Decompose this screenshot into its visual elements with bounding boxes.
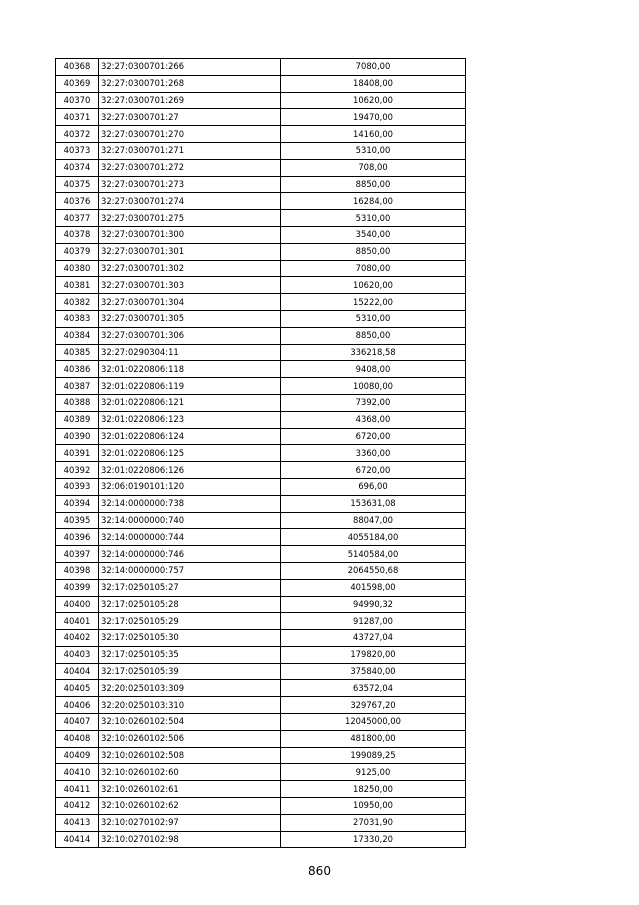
row-number-cell: 40373 (56, 142, 99, 159)
row-number-cell: 40374 (56, 159, 99, 176)
cadastral-number-cell: 32:27:0300701:266 (99, 59, 281, 76)
table-row (56, 562, 466, 579)
row-number-cell: 40398 (56, 562, 99, 579)
cadastral-number-cell: 32:20:0250103:310 (99, 697, 281, 714)
table-row (56, 344, 466, 361)
cadastral-number-cell: 32:17:0250105:30 (99, 630, 281, 647)
table-row (56, 75, 466, 92)
row-number-cell: 40381 (56, 277, 99, 294)
row-number-cell: 40376 (56, 193, 99, 210)
table-row (56, 613, 466, 630)
value-cell: 63572,04 (281, 680, 466, 697)
row-number-cell: 40410 (56, 764, 99, 781)
cadastral-number-cell: 32:17:0250105:35 (99, 646, 281, 663)
row-number-cell: 40411 (56, 781, 99, 798)
value-cell: 18408,00 (281, 75, 466, 92)
row-number-cell: 40387 (56, 378, 99, 395)
value-cell: 88047,00 (281, 512, 466, 529)
row-number-cell: 40409 (56, 747, 99, 764)
value-cell: 4055184,00 (281, 529, 466, 546)
value-cell: 7392,00 (281, 394, 466, 411)
table-row (56, 277, 466, 294)
table-row (56, 478, 466, 495)
table-row (56, 630, 466, 647)
row-number-cell: 40378 (56, 226, 99, 243)
row-number-cell: 40392 (56, 462, 99, 479)
table-row (56, 294, 466, 311)
cadastral-number-cell: 32:27:0300701:303 (99, 277, 281, 294)
row-number-cell: 40406 (56, 697, 99, 714)
table-row (56, 764, 466, 781)
cadastral-number-cell: 32:27:0300701:273 (99, 176, 281, 193)
row-number-cell: 40395 (56, 512, 99, 529)
cadastral-number-cell: 32:01:0220806:118 (99, 361, 281, 378)
value-cell: 91287,00 (281, 613, 466, 630)
table-row (56, 310, 466, 327)
cadastral-number-cell: 32:01:0220806:123 (99, 411, 281, 428)
table-row (56, 361, 466, 378)
value-cell: 9408,00 (281, 361, 466, 378)
cadastral-number-cell: 32:01:0220806:121 (99, 394, 281, 411)
row-number-cell: 40397 (56, 546, 99, 563)
row-number-cell: 40399 (56, 579, 99, 596)
row-number-cell: 40384 (56, 327, 99, 344)
value-cell: 3540,00 (281, 226, 466, 243)
row-number-cell: 40372 (56, 126, 99, 143)
row-number-cell: 40414 (56, 831, 99, 848)
row-number-cell: 40407 (56, 714, 99, 731)
value-cell: 7080,00 (281, 59, 466, 76)
row-number-cell: 40405 (56, 680, 99, 697)
row-number-cell: 40401 (56, 613, 99, 630)
value-cell: 5140584,00 (281, 546, 466, 563)
row-number-cell: 40371 (56, 109, 99, 126)
value-cell: 12045000,00 (281, 714, 466, 731)
row-number-cell: 40413 (56, 814, 99, 831)
value-cell: 18250,00 (281, 781, 466, 798)
row-number-cell: 40389 (56, 411, 99, 428)
table-row (56, 663, 466, 680)
value-cell: 27031,90 (281, 814, 466, 831)
value-cell: 19470,00 (281, 109, 466, 126)
row-number-cell: 40390 (56, 428, 99, 445)
row-number-cell: 40385 (56, 344, 99, 361)
value-cell: 17330,20 (281, 831, 466, 848)
table-row (56, 92, 466, 109)
cadastral-number-cell: 32:27:0300701:300 (99, 226, 281, 243)
row-number-cell: 40391 (56, 445, 99, 462)
table-row (56, 747, 466, 764)
cadastral-number-cell: 32:10:0270102:97 (99, 814, 281, 831)
table-body (56, 59, 466, 848)
value-cell: 401598,00 (281, 579, 466, 596)
table-row (56, 596, 466, 613)
table-row (56, 814, 466, 831)
value-cell: 10080,00 (281, 378, 466, 395)
cadastral-number-cell: 32:01:0220806:124 (99, 428, 281, 445)
row-number-cell: 40402 (56, 630, 99, 647)
table-row (56, 462, 466, 479)
table-row (56, 260, 466, 277)
row-number-cell: 40408 (56, 730, 99, 747)
table-row (56, 714, 466, 731)
cadastral-number-cell: 32:01:0220806:119 (99, 378, 281, 395)
row-number-cell: 40379 (56, 243, 99, 260)
cadastral-number-cell: 32:27:0300701:270 (99, 126, 281, 143)
row-number-cell: 40396 (56, 529, 99, 546)
cadastral-number-cell: 32:27:0290304:11 (99, 344, 281, 361)
table-row (56, 126, 466, 143)
table-row (56, 798, 466, 815)
cadastral-number-cell: 32:27:0300701:275 (99, 210, 281, 227)
table-row (56, 428, 466, 445)
value-cell: 10620,00 (281, 277, 466, 294)
value-cell: 199089,25 (281, 747, 466, 764)
value-cell: 5310,00 (281, 310, 466, 327)
value-cell: 696,00 (281, 478, 466, 495)
row-number-cell: 40403 (56, 646, 99, 663)
cadastral-value-table (55, 58, 466, 848)
value-cell: 481800,00 (281, 730, 466, 747)
value-cell: 336218,58 (281, 344, 466, 361)
table-row (56, 210, 466, 227)
cadastral-number-cell: 32:14:0000000:757 (99, 562, 281, 579)
row-number-cell: 40400 (56, 596, 99, 613)
cadastral-number-cell: 32:10:0260102:61 (99, 781, 281, 798)
value-cell: 6720,00 (281, 462, 466, 479)
value-cell: 5310,00 (281, 210, 466, 227)
table-row (56, 327, 466, 344)
value-cell: 94990,32 (281, 596, 466, 613)
row-number-cell: 40370 (56, 92, 99, 109)
cadastral-number-cell: 32:27:0300701:272 (99, 159, 281, 176)
cadastral-number-cell: 32:10:0270102:98 (99, 831, 281, 848)
table-row (56, 193, 466, 210)
table-row (56, 680, 466, 697)
table-row (56, 445, 466, 462)
value-cell: 375840,00 (281, 663, 466, 680)
table-row (56, 831, 466, 848)
table-row (56, 226, 466, 243)
cadastral-number-cell: 32:14:0000000:738 (99, 495, 281, 512)
table-row (56, 579, 466, 596)
cadastral-number-cell: 32:10:0260102:62 (99, 798, 281, 815)
table-row (56, 159, 466, 176)
table-row (56, 495, 466, 512)
value-cell: 6720,00 (281, 428, 466, 445)
cadastral-number-cell: 32:27:0300701:302 (99, 260, 281, 277)
table-row (56, 59, 466, 76)
value-cell: 10950,00 (281, 798, 466, 815)
table-row (56, 546, 466, 563)
cadastral-number-cell: 32:17:0250105:29 (99, 613, 281, 630)
row-number-cell: 40380 (56, 260, 99, 277)
value-cell: 8850,00 (281, 176, 466, 193)
cadastral-number-cell: 32:27:0300701:304 (99, 294, 281, 311)
cadastral-number-cell: 32:27:0300701:305 (99, 310, 281, 327)
cadastral-number-cell: 32:20:0250103:309 (99, 680, 281, 697)
value-cell: 14160,00 (281, 126, 466, 143)
value-cell: 15222,00 (281, 294, 466, 311)
value-cell: 153631,08 (281, 495, 466, 512)
row-number-cell: 40404 (56, 663, 99, 680)
row-number-cell: 40393 (56, 478, 99, 495)
table-row (56, 529, 466, 546)
cadastral-number-cell: 32:10:0260102:508 (99, 747, 281, 764)
value-cell: 8850,00 (281, 243, 466, 260)
table-row (56, 411, 466, 428)
cadastral-number-cell: 32:01:0220806:125 (99, 445, 281, 462)
table-row (56, 781, 466, 798)
table-row (56, 394, 466, 411)
value-cell: 4368,00 (281, 411, 466, 428)
cadastral-number-cell: 32:01:0220806:126 (99, 462, 281, 479)
cadastral-number-cell: 32:14:0000000:746 (99, 546, 281, 563)
row-number-cell: 40377 (56, 210, 99, 227)
row-number-cell: 40388 (56, 394, 99, 411)
cadastral-number-cell: 32:17:0250105:27 (99, 579, 281, 596)
cadastral-number-cell: 32:27:0300701:268 (99, 75, 281, 92)
row-number-cell: 40394 (56, 495, 99, 512)
cadastral-number-cell: 32:06:0190101:120 (99, 478, 281, 495)
cadastral-number-cell: 32:27:0300701:301 (99, 243, 281, 260)
value-cell: 708,00 (281, 159, 466, 176)
row-number-cell: 40369 (56, 75, 99, 92)
cadastral-number-cell: 32:17:0250105:39 (99, 663, 281, 680)
value-cell: 3360,00 (281, 445, 466, 462)
value-cell: 16284,00 (281, 193, 466, 210)
cadastral-number-cell: 32:27:0300701:269 (99, 92, 281, 109)
table-row (56, 512, 466, 529)
cadastral-number-cell: 32:27:0300701:274 (99, 193, 281, 210)
row-number-cell: 40386 (56, 361, 99, 378)
cadastral-number-cell: 32:27:0300701:27 (99, 109, 281, 126)
cadastral-number-cell: 32:17:0250105:28 (99, 596, 281, 613)
value-cell: 43727,04 (281, 630, 466, 647)
value-cell: 9125,00 (281, 764, 466, 781)
table-row (56, 142, 466, 159)
value-cell: 8850,00 (281, 327, 466, 344)
value-cell: 7080,00 (281, 260, 466, 277)
table-row (56, 176, 466, 193)
value-cell: 179820,00 (281, 646, 466, 663)
row-number-cell: 40368 (56, 59, 99, 76)
row-number-cell: 40375 (56, 176, 99, 193)
table-row (56, 730, 466, 747)
table-row (56, 109, 466, 126)
cadastral-number-cell: 32:10:0260102:506 (99, 730, 281, 747)
table-row (56, 243, 466, 260)
table-row (56, 697, 466, 714)
cadastral-number-cell: 32:27:0300701:306 (99, 327, 281, 344)
cadastral-number-cell: 32:10:0260102:504 (99, 714, 281, 731)
cadastral-number-cell: 32:10:0260102:60 (99, 764, 281, 781)
table-row (56, 378, 466, 395)
value-cell: 329767,20 (281, 697, 466, 714)
value-cell: 5310,00 (281, 142, 466, 159)
row-number-cell: 40412 (56, 798, 99, 815)
row-number-cell: 40382 (56, 294, 99, 311)
table-row (56, 646, 466, 663)
value-cell: 2064550,68 (281, 562, 466, 579)
cadastral-number-cell: 32:14:0000000:744 (99, 529, 281, 546)
row-number-cell: 40383 (56, 310, 99, 327)
cadastral-number-cell: 32:27:0300701:271 (99, 142, 281, 159)
cadastral-number-cell: 32:14:0000000:740 (99, 512, 281, 529)
value-cell: 10620,00 (281, 92, 466, 109)
page-number: 860 (308, 864, 331, 878)
